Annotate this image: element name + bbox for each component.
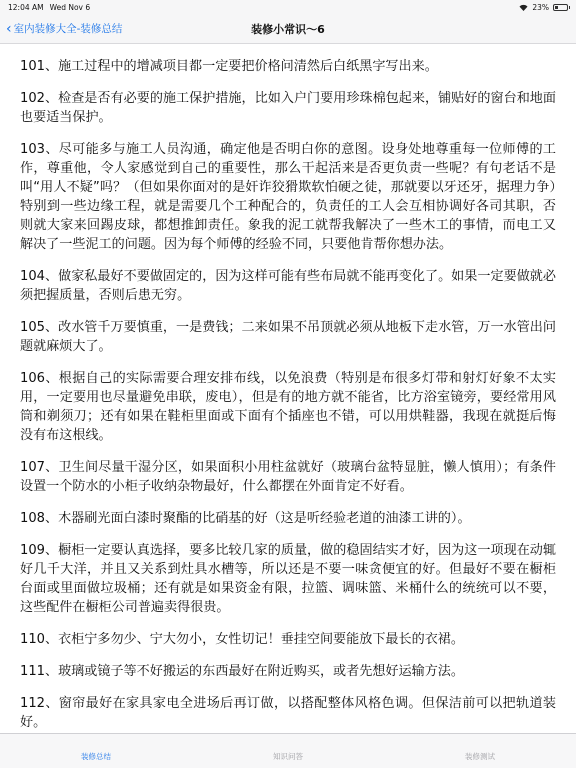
tab-icon — [283, 741, 293, 749]
status-right — [519, 3, 568, 12]
status-time: 12:04 AM — [8, 2, 44, 12]
paragraph: 111、玻璃或镜子等不好搬运的东西最好在附近购买，或者先想好运输方法。 — [20, 664, 464, 679]
tab-icon — [475, 741, 485, 749]
chevron-left-icon: ‹ — [6, 20, 12, 37]
paragraph: 109、橱柜一定要认真选择，要多比较几家的质量，做的稳固结实才好，因为这一项现在动辄好几千大洋，并且又关系到灶具水槽等，所以还是不要一味贪便宜的好。但最好不要在橱柜台面或里面做垃圾桶；还有就是如果资金有限，拉篮、调味篮、米桶什么的统统可以不要，这些配件在橱柜公司普遍卖得很贵。 — [20, 543, 556, 615]
tab-2[interactable] — [192, 734, 384, 768]
paragraph: 108、木器刷光面白漆时聚酯的比硝基的好（这是听经验老道的油漆工讲的）。 — [20, 511, 471, 526]
back-button[interactable] — [0, 21, 122, 36]
tab-3[interactable] — [384, 734, 576, 768]
paragraph: 110、衣柜宁多勿少、宁大勿小，女性切记！垂挂空间要能放下最长的衣裙。 — [20, 632, 464, 647]
wifi-icon — [519, 4, 528, 11]
paragraph: 112、窗帘最好在家具家电全进场后再订做，以搭配整体风格色调。但保洁前可以把轨道装好。 — [20, 696, 556, 730]
paragraph: 103、尽可能多与施工人员沟通，确定他是否明白你的意图。设身处地尊重每一位师傅的工作，尊重他，令人家感觉到自己的重要性，那么干起活来是否更负责一些呢？有句老话不是叫“用人不疑”吗？（但如果你面对的是奸诈狡猾欺软怕硬之徒，那就要以牙还牙，据理力争）特别到一些边缘工程，就是需要几个工种配合的，负责任的工人会互相协调好各司其职，否则就大家来回踢皮球，都想推卸责任。象我的泥工就帮我解决了一些木工的事情，而电工又解决了一些泥工的问题。因为每个师傅的经验不同，只要他肯帮你想办法。 — [20, 142, 556, 252]
tab-icon — [91, 741, 101, 749]
tab-bar — [0, 733, 576, 768]
tab-label: 知识问答 — [273, 751, 303, 761]
article-content[interactable] — [0, 45, 576, 735]
paragraph: 105、改水管千万要慎重，一是费钱；二来如果不吊顶就必须从地板下走水管，万一水管出问题就麻烦大了。 — [20, 320, 556, 354]
tab-label: 装修测试 — [465, 751, 495, 761]
paragraph: 101、施工过程中的增减项目都一定要把价格问清然后白纸黑字写出来。 — [20, 59, 438, 74]
back-button-label: 室内装修大全-装修总结 — [13, 23, 123, 35]
battery-percent: 23% — [532, 2, 549, 12]
paragraph: 107、卫生间尽量干湿分区，如果面积小用柱盆就好（玻璃台盆特显脏，懒人慎用）；有条件设置一个防水的小柜子收纳杂物最好，什么都摆在外面肯定不好看。 — [20, 460, 556, 494]
paragraph: 102、检查是否有必要的施工保护措施，比如入户门要用珍珠棉包起来，铺贴好的窗台和地面也要适当保护。 — [20, 91, 556, 125]
paragraph: 106、根据自己的实际需要合理安排布线，以免浪费（特别是布很多灯带和射灯好象不太实用，一定要用也尽量避免串联，废电），但是有的地方就不能省，比方浴室镜旁，要经常用风筒和剃须刀；还有如果在鞋柜里面或下面有个插座也不错，可以用烘鞋器，我现在就挺后悔没有布这根线。 — [20, 371, 556, 443]
page-title: 装修小常识～6 — [251, 22, 325, 36]
tab-1[interactable] — [0, 734, 192, 768]
status-bar — [0, 0, 576, 14]
status-date: Wed Nov 6 — [49, 2, 91, 12]
paragraph: 104、做家私最好不要做固定的，因为这样可能有些布局就不能再变化了。如果一定要做就必须把握质量，否则后患无穷。 — [20, 269, 556, 303]
navigation-bar — [0, 14, 576, 44]
tab-label: 装修总结 — [81, 751, 111, 761]
battery-icon — [553, 4, 568, 11]
